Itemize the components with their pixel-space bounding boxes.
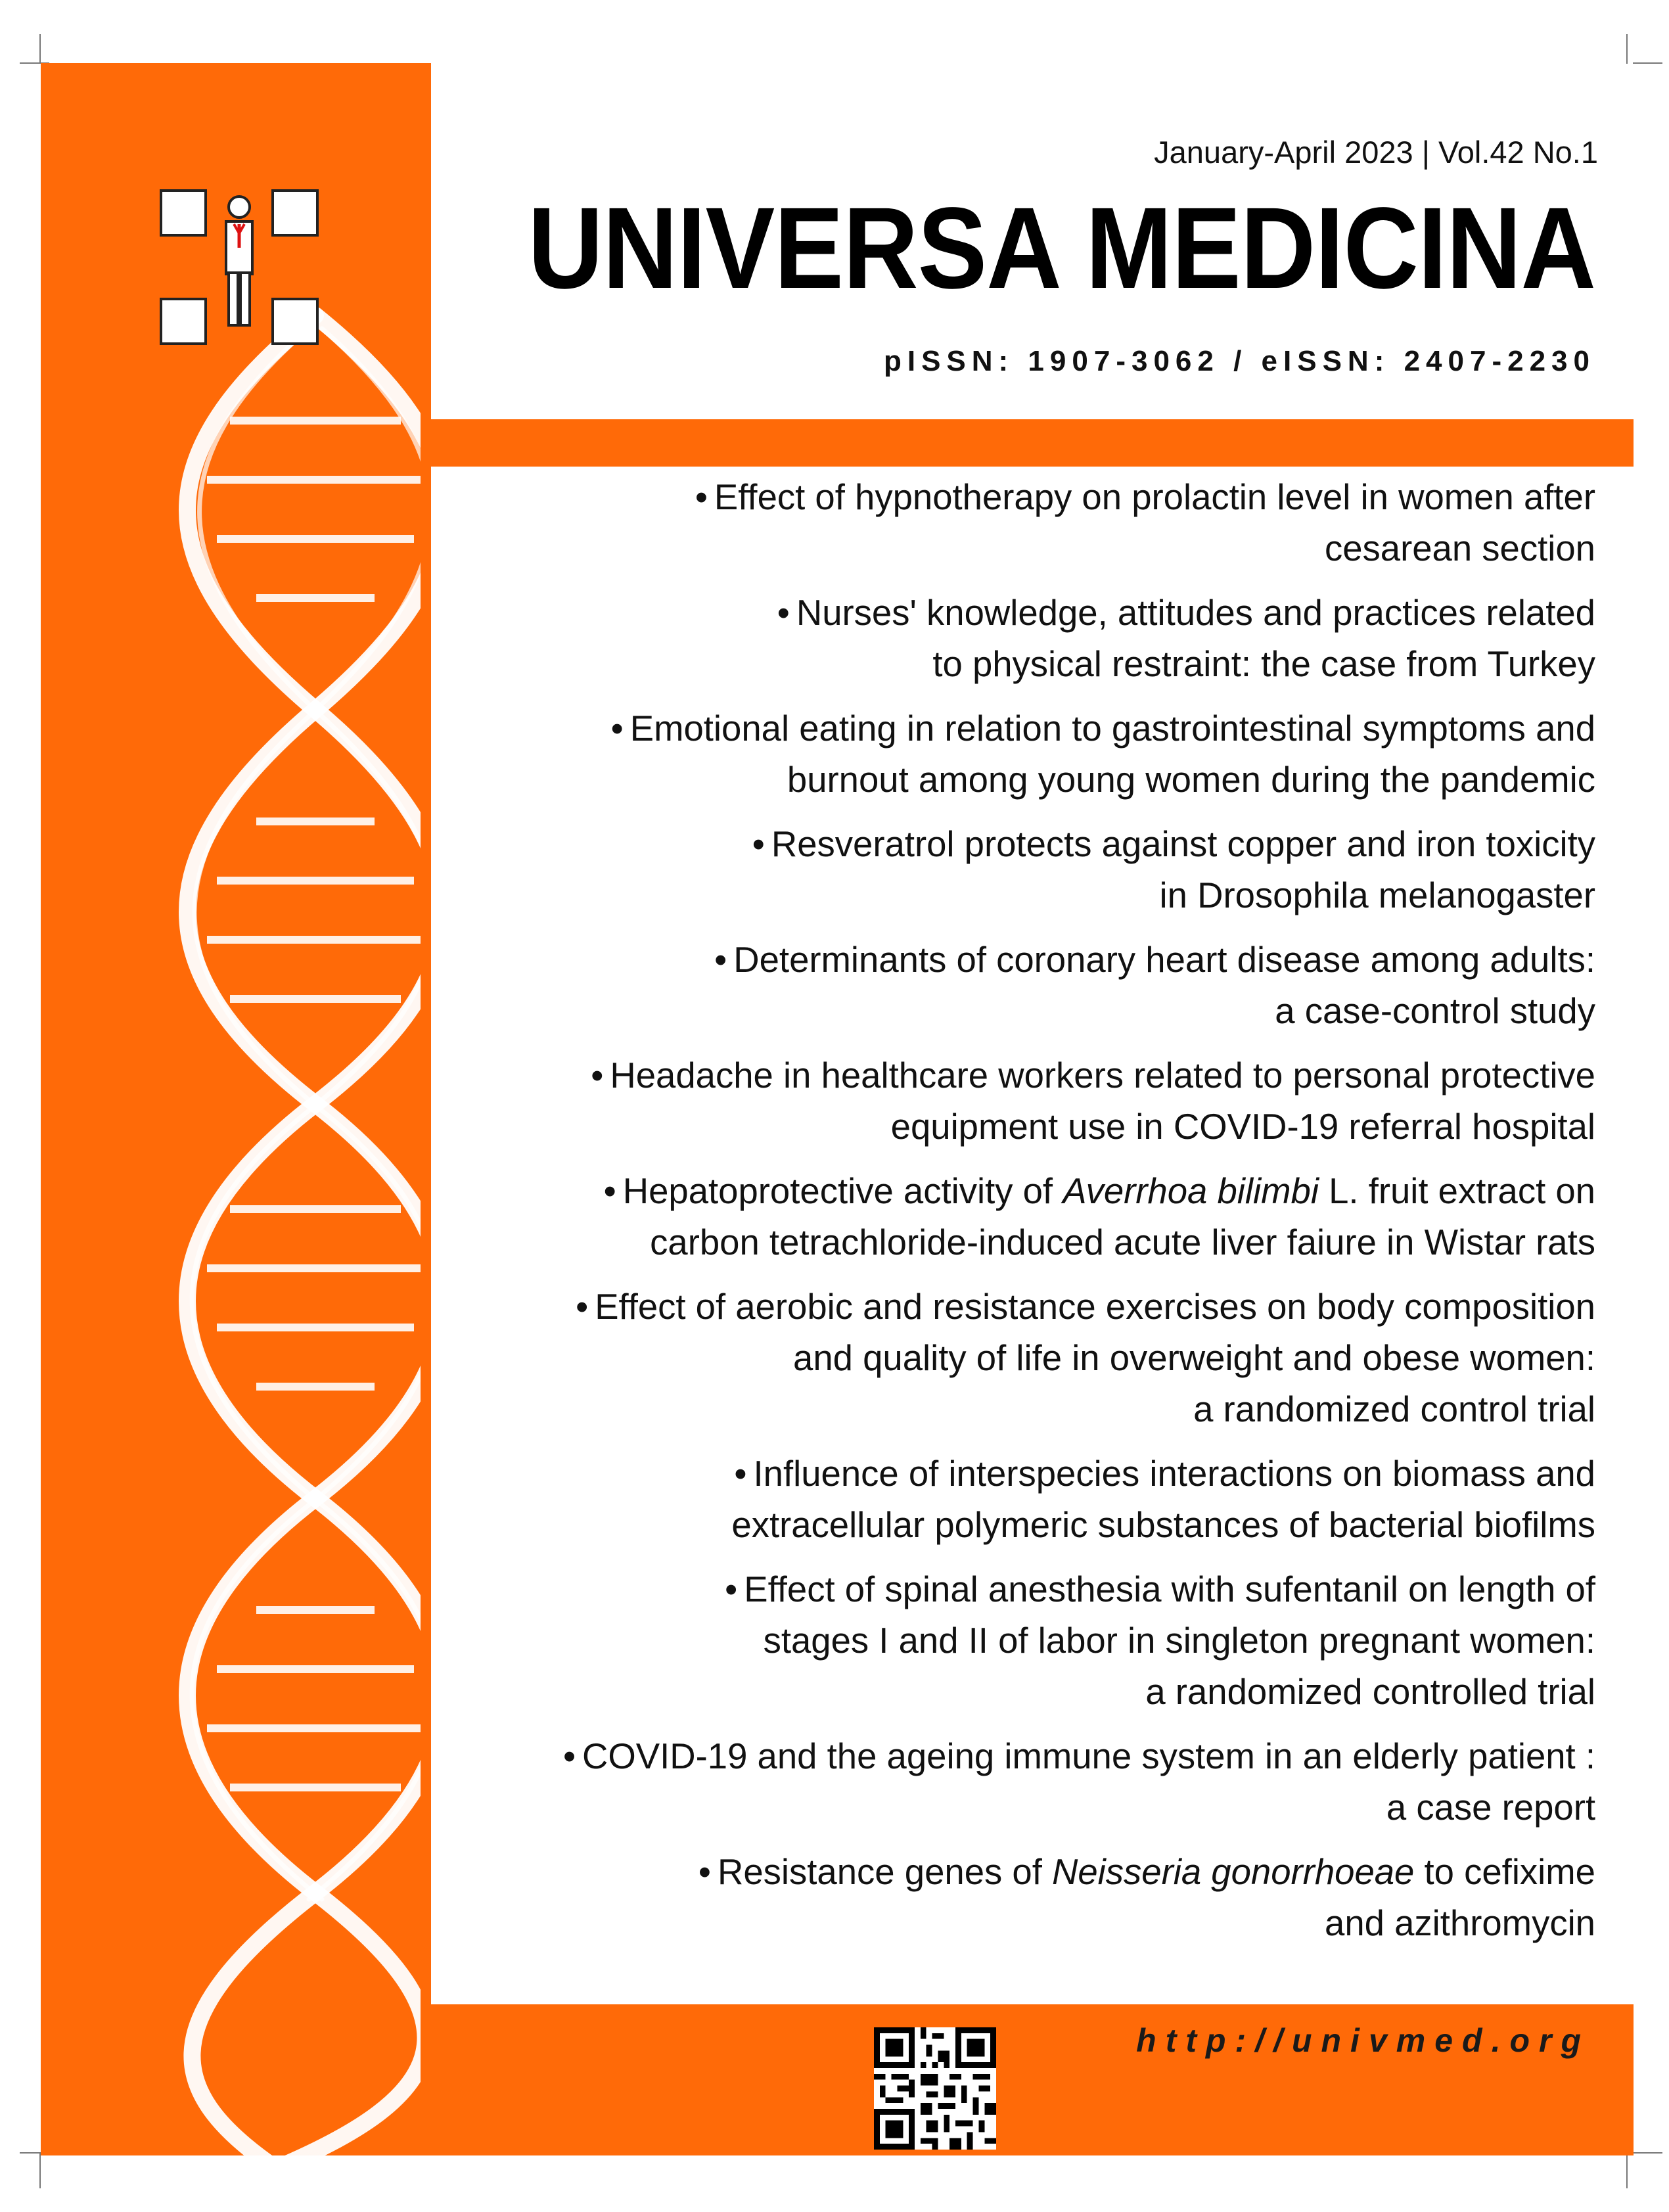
crop-mark — [1633, 62, 1662, 64]
article-item: • COVID-19 and the ageing immune system in an elderly patient : a case report — [562, 1736, 1595, 1828]
crop-mark — [1626, 34, 1628, 64]
bullet: • — [698, 1852, 712, 1892]
qr-code[interactable] — [874, 2027, 996, 2150]
bullet: • — [591, 1055, 604, 1095]
article-item: • Hepatoprotective activity of Averrhoa bilimbi L. fruit extract on carbon tetrachloride-induced acute liver faiure in Wistar rats — [603, 1171, 1595, 1262]
orange-header-bar — [431, 419, 1634, 467]
article-item: • Influence of interspecies interactions on biomass and extracellular polymeric substances of bacterial biofilms — [731, 1454, 1595, 1545]
article-item: • Effect of aerobic and resistance exercises on body composition and quality of life in overweight and obese women: a randomized control trial — [576, 1287, 1595, 1429]
journal-url[interactable]: http://univmed.org — [1136, 2022, 1590, 2059]
article-item: • Effect of hypnotherapy on prolactin level in women after cesarean section — [695, 477, 1595, 568]
bullet: • — [603, 1171, 616, 1211]
article-item: • Resveratrol protects against copper and iron toxicity in Drosophila melanogaster — [752, 824, 1595, 915]
journal-logo — [158, 187, 329, 352]
bullet: • — [777, 593, 790, 633]
bullet: • — [725, 1569, 738, 1609]
article-item: • Resistance genes of Neisseria gonorrhoeae to cefixime and azithromycin — [698, 1852, 1595, 1943]
crop-mark — [39, 34, 41, 64]
issn: pISSN: 1907-3062 / eISSN: 2407-2230 — [883, 345, 1595, 377]
bullet: • — [610, 708, 624, 749]
bullet: • — [714, 940, 727, 980]
article-item: • Emotional eating in relation to gastrointestinal symptoms and burnout among young women during the pandemic — [610, 708, 1595, 800]
article-list — [386, 472, 1595, 1962]
journal-title: UNIVERSA MEDICINA — [528, 184, 1595, 313]
crop-mark — [1633, 2152, 1662, 2154]
bullet: • — [752, 824, 765, 864]
issue-info: January-April 2023 | Vol.42 No.1 — [1154, 135, 1598, 170]
article-item: • Nurses' knowledge, attitudes and practices related to physical restraint: the case from Turkey — [777, 593, 1595, 684]
article-item: • Headache in healthcare workers related to personal protective equipment use in COVID-19 referral hospital — [591, 1055, 1595, 1147]
bullet: • — [562, 1736, 576, 1776]
bullet: • — [695, 477, 708, 517]
article-item: • Effect of spinal anesthesia with sufentanil on length of stages I and II of labor in singleton pregnant women: a randomized controlled trial — [725, 1569, 1595, 1712]
article-item: • Determinants of coronary heart disease among adults: a case-control study — [714, 940, 1595, 1031]
bullet: • — [576, 1287, 589, 1327]
bullet: • — [734, 1454, 747, 1494]
crop-mark — [1626, 2152, 1628, 2188]
dna-helix-illustration — [39, 289, 421, 2169]
